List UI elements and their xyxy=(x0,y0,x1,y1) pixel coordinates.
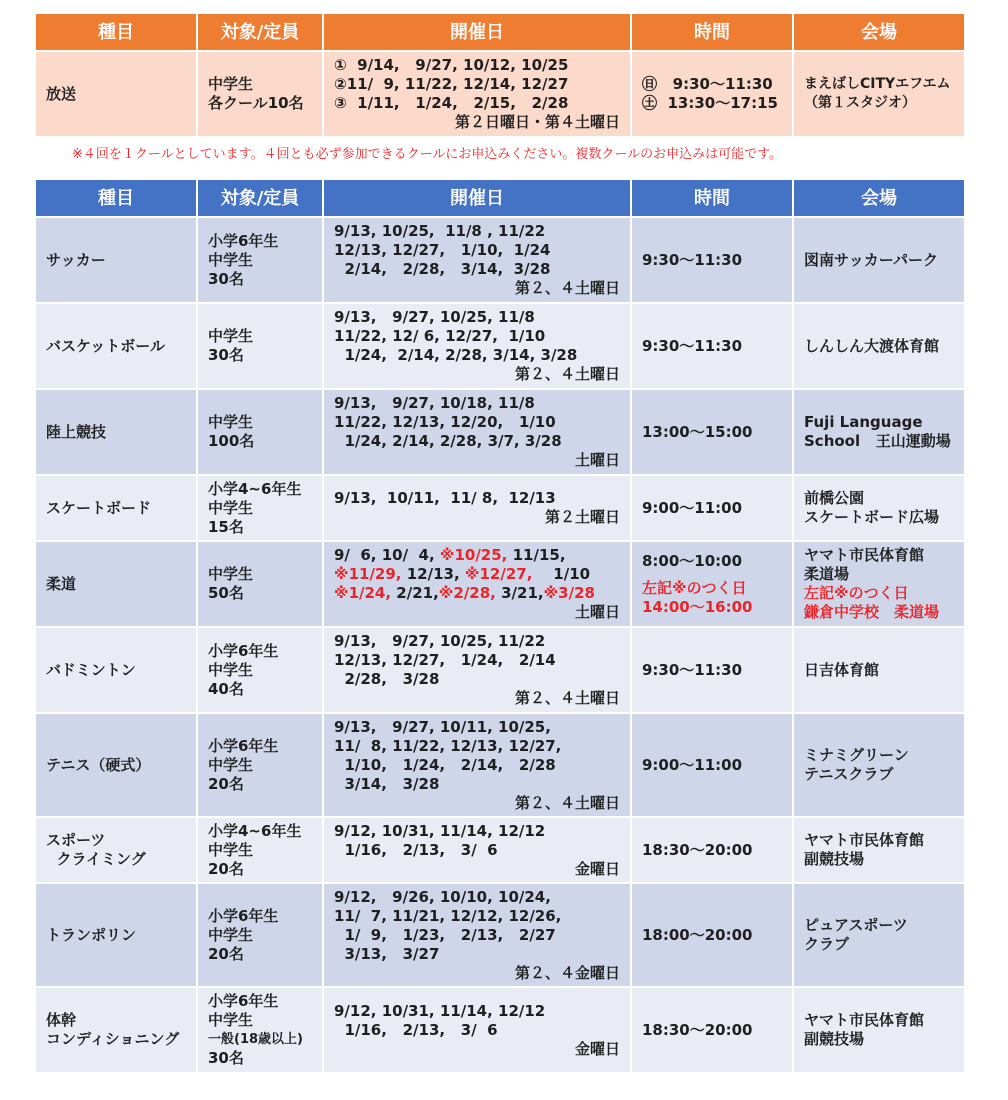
venue-alt-line: 鎌倉中学校 柔道場 xyxy=(804,603,940,621)
date-line: 9/13, 9/27, 10/11, 10/25, xyxy=(334,717,551,736)
sport-event xyxy=(36,218,196,302)
venue-line: School 王山運動場 xyxy=(804,432,951,450)
date-suffix: 金曜日 xyxy=(574,1039,620,1058)
sport-venue xyxy=(794,304,964,388)
date-line: 1/ 9, 1/23, 2/13, 2/27 xyxy=(334,925,556,944)
time-line: 18:30～20:00 xyxy=(642,1020,753,1039)
time-line: 9:30～11:30 xyxy=(642,250,743,269)
time-line: 18:00～20:00 xyxy=(642,925,753,944)
sport-row xyxy=(36,714,964,816)
event-line: コンディショニング xyxy=(46,1030,180,1048)
venue-line: 日吉体育館 xyxy=(804,660,880,679)
date-line xyxy=(324,565,630,584)
venue-line: 柔道場 xyxy=(804,565,850,583)
broadcast-row xyxy=(36,52,964,136)
date-line: 9/12, 9/26, 10/10, 10/24, xyxy=(334,887,551,906)
sport-venue xyxy=(794,542,964,626)
target-line: 中学生 xyxy=(208,925,254,944)
header-target: 対象/定員 xyxy=(198,180,322,216)
event-line: テニス（硬式） xyxy=(46,755,151,774)
sport-row xyxy=(36,628,964,712)
sport-row xyxy=(36,218,964,302)
date-line: 9/13, 10/11, 11/ 8, 12/13 xyxy=(334,489,556,507)
sport-dates xyxy=(324,542,630,626)
header-target: 対象/定員 xyxy=(198,14,322,50)
venue-line: 図南サッカーパーク xyxy=(804,250,938,269)
target-line: 40名 xyxy=(208,679,244,698)
sport-dates xyxy=(324,628,630,712)
date-line: 3/14, 3/28 xyxy=(334,774,440,793)
sport-target xyxy=(198,628,322,712)
time-line: 18:30～20:00 xyxy=(642,840,753,859)
date-line: 9/12, 10/31, 11/14, 12/12 xyxy=(334,821,546,840)
sport-time xyxy=(632,628,792,712)
target-line: 100名 xyxy=(208,432,255,450)
sports-header-row xyxy=(36,180,964,216)
target-line: 中学生 xyxy=(208,327,254,345)
sport-venue xyxy=(794,884,964,986)
event-line: バドミントン xyxy=(46,660,136,679)
sport-venue xyxy=(794,714,964,816)
date-line: 12/13, 12/27, 1/10, 1/24 xyxy=(334,241,551,259)
target-line: 中学生 xyxy=(208,840,254,859)
target-line: 一般(18歳以上) xyxy=(208,1032,303,1047)
date-segment: 1/10 xyxy=(532,565,591,583)
broadcast-time xyxy=(632,52,792,136)
time-line: ㊐ 9:30～11:30 xyxy=(642,75,773,93)
sport-time xyxy=(632,818,792,882)
header-venue: 会場 xyxy=(794,14,964,50)
event-line: トランポリン xyxy=(46,925,137,944)
header-event: 種目 xyxy=(36,14,196,50)
event-line: 柔道 xyxy=(46,574,77,593)
date-highlight: ※11/29, xyxy=(334,565,402,583)
sport-venue xyxy=(794,818,964,882)
date-segment: 9/ 6, 10/ 4, xyxy=(334,546,440,564)
sport-row xyxy=(36,390,964,474)
date-line: 1/24, 2/14, 2/28, 3/7, 3/28 xyxy=(334,432,562,450)
target-line: 30名 xyxy=(208,269,244,288)
target-line: 30名 xyxy=(208,1049,244,1067)
sport-time xyxy=(632,218,792,302)
sport-row xyxy=(36,818,964,882)
header-dates: 開催日 xyxy=(324,180,630,216)
venue-line: ヤマト市民体育館 xyxy=(804,1011,925,1029)
date-highlight: ※3/28 xyxy=(543,584,595,602)
header-time: 時間 xyxy=(632,14,792,50)
event-line: スポーツ xyxy=(46,831,106,849)
sport-event xyxy=(36,714,196,816)
sport-row xyxy=(36,988,964,1072)
date-line: ②11/ 9, 11/22, 12/14, 12/27 xyxy=(334,75,569,93)
date-line: 11/ 7, 11/21, 12/12, 12/26, xyxy=(334,906,562,925)
date-suffix: 第２日曜日・第４土曜日 xyxy=(454,113,620,131)
sport-row xyxy=(36,476,964,540)
date-line: 1/10, 1/24, 2/14, 2/28 xyxy=(334,755,556,774)
target-line: 中学生 xyxy=(208,498,254,517)
sport-dates xyxy=(324,818,630,882)
date-line: 9/13, 9/27, 10/18, 11/8 xyxy=(334,394,535,412)
venue-line: テニスクラブ xyxy=(804,765,894,783)
sport-row xyxy=(36,542,964,626)
date-line: 3/13, 3/27 xyxy=(334,944,440,963)
target-line: 中学生 xyxy=(208,1011,254,1029)
venue-line: スケートボード広場 xyxy=(804,508,940,526)
target-line: 中学生 xyxy=(208,413,254,431)
date-suffix: 土曜日 xyxy=(574,451,620,469)
sport-event xyxy=(36,628,196,712)
event-line: サッカー xyxy=(46,250,106,269)
date-highlight: ※2/28, xyxy=(438,584,496,602)
time-line: 9:00～11:00 xyxy=(642,755,743,774)
sport-event xyxy=(36,884,196,986)
broadcast-venue xyxy=(794,52,964,136)
time-alt-line: 左記※のつく日 xyxy=(642,578,747,597)
target-line: 50名 xyxy=(208,584,244,602)
date-line: 1/16, 2/13, 3/ 6 xyxy=(334,1020,498,1039)
sport-time xyxy=(632,714,792,816)
sport-dates xyxy=(324,884,630,986)
sport-dates xyxy=(324,304,630,388)
date-line: 9/12, 10/31, 11/14, 12/12 xyxy=(334,1001,546,1020)
date-line: 9/13, 9/27, 10/25, 11/8 xyxy=(334,308,535,326)
sport-event xyxy=(36,390,196,474)
time-line: 9:30～11:30 xyxy=(642,660,743,679)
time-line: 9:30～11:30 xyxy=(642,336,743,355)
sport-dates xyxy=(324,390,630,474)
header-event: 種目 xyxy=(36,180,196,216)
target-line: 小学6年生 xyxy=(208,736,279,755)
date-line: 1/16, 2/13, 3/ 6 xyxy=(334,840,498,859)
broadcast-target xyxy=(198,52,322,136)
date-line: 2/28, 3/28 xyxy=(334,670,440,688)
date-segment: 2/21, xyxy=(391,584,439,602)
sport-target xyxy=(198,476,322,540)
broadcast-table xyxy=(34,12,966,138)
venue-line: ミナミグリーン xyxy=(804,746,909,764)
sport-target xyxy=(198,818,322,882)
broadcast-header-row xyxy=(36,14,964,50)
sport-target xyxy=(198,218,322,302)
date-segment: 3/21, xyxy=(495,584,544,602)
date-suffix: 金曜日 xyxy=(574,859,620,878)
sport-time xyxy=(632,476,792,540)
date-suffix: 第２、４土曜日 xyxy=(514,689,620,707)
target-line: 20名 xyxy=(208,944,244,963)
target-line: 15名 xyxy=(208,517,244,536)
sport-venue xyxy=(794,218,964,302)
venue-line: ピュアスポーツ xyxy=(804,916,908,934)
date-suffix: 第２、４金曜日 xyxy=(514,963,620,982)
sport-time xyxy=(632,542,792,626)
date-line xyxy=(324,546,630,565)
venue-line: ヤマト市民体育館 xyxy=(804,546,925,564)
sport-venue xyxy=(794,390,964,474)
sport-venue xyxy=(794,476,964,540)
time-line: 8:00～10:00 xyxy=(642,551,743,570)
date-suffix: 第２、４土曜日 xyxy=(514,793,620,812)
target-line: 小学4~6年生 xyxy=(208,821,302,840)
date-line: 11/ 8, 11/22, 12/13, 12/27, xyxy=(334,736,562,755)
date-line: 11/22, 12/ 6, 12/27, 1/10 xyxy=(334,327,546,345)
date-line: 11/22, 12/13, 12/20, 1/10 xyxy=(334,413,556,431)
sport-dates xyxy=(324,218,630,302)
date-line: 1/24, 2/14, 2/28, 3/14, 3/28 xyxy=(334,346,578,364)
sport-row xyxy=(36,884,964,986)
sport-row xyxy=(36,304,964,388)
event-line: バスケットボール xyxy=(46,336,165,355)
venue-line: まえばしCITYエフエム xyxy=(804,76,951,92)
time-alt-line: 14:00～16:00 xyxy=(642,597,753,616)
venue-line: しんしん大渡体育館 xyxy=(804,336,940,355)
target-line: 小学6年生 xyxy=(208,906,279,925)
date-segment: 12/13, xyxy=(401,565,465,583)
sport-event xyxy=(36,818,196,882)
sport-time xyxy=(632,988,792,1072)
sport-event xyxy=(36,476,196,540)
date-line: 9/13, 10/25, 11/8 , 11/22 xyxy=(334,222,546,240)
event-line: スケートボード xyxy=(46,498,152,517)
target-line: 小学6年生 xyxy=(208,992,279,1010)
date-segment: 11/15, xyxy=(507,546,566,564)
date-highlight: ※12/27, xyxy=(464,565,533,583)
time-line: 13:00～15:00 xyxy=(642,422,753,441)
target-line: 中学生 xyxy=(208,565,254,583)
sport-dates xyxy=(324,476,630,540)
sport-time xyxy=(632,304,792,388)
sport-target xyxy=(198,988,322,1072)
target-line: 小学6年生 xyxy=(208,641,279,660)
target-line: 20名 xyxy=(208,774,244,793)
sport-event xyxy=(36,542,196,626)
date-line: ① 9/14, 9/27, 10/12, 10/25 xyxy=(334,56,569,74)
date-suffix: 第２、４土曜日 xyxy=(514,365,620,383)
venue-line: （第１スタジオ） xyxy=(804,95,916,111)
target-line: 中学生 xyxy=(208,250,254,269)
date-line: 9/13, 9/27, 10/25, 11/22 xyxy=(334,632,546,650)
sport-target xyxy=(198,884,322,986)
sport-dates xyxy=(324,988,630,1072)
sport-venue xyxy=(794,628,964,712)
event-line: 陸上競技 xyxy=(46,422,107,441)
date-line: 2/14, 2/28, 3/14, 3/28 xyxy=(334,260,551,278)
venue-line: Fuji Language xyxy=(804,413,923,431)
broadcast-event: 放送 xyxy=(36,52,196,136)
target-line: 各クール10名 xyxy=(208,94,304,112)
date-highlight: ※1/24, xyxy=(334,584,392,602)
event-line: クライミング xyxy=(46,850,146,868)
sports-body xyxy=(36,218,964,1072)
date-suffix: 土曜日 xyxy=(574,603,620,621)
venue-line: クラブ xyxy=(804,935,850,953)
target-line: 小学6年生 xyxy=(208,231,279,250)
date-highlight: ※10/25, xyxy=(439,546,508,564)
date-suffix: 第２土曜日 xyxy=(544,508,620,526)
sport-venue xyxy=(794,988,964,1072)
venue-line: 副競技場 xyxy=(804,1030,865,1048)
sport-target xyxy=(198,390,322,474)
header-venue: 会場 xyxy=(794,180,964,216)
sport-event xyxy=(36,988,196,1072)
target-line: 中学生 xyxy=(208,660,254,679)
sport-dates xyxy=(324,714,630,816)
cool-note: ※４回を１クールとしています。４回とも必ず参加できるクールにお申込みください。複数クールのお申込みは可能です。 xyxy=(72,147,783,162)
sport-target xyxy=(198,714,322,816)
sport-time xyxy=(632,390,792,474)
sport-target xyxy=(198,304,322,388)
time-line: 9:00～11:00 xyxy=(642,498,743,517)
event-line: 体幹 xyxy=(46,1011,77,1029)
venue-line: 副競技場 xyxy=(804,850,865,868)
target-line: 30名 xyxy=(208,346,244,364)
target-line: 中学生 xyxy=(208,755,254,774)
venue-alt-line: 左記※のつく日 xyxy=(804,584,909,602)
date-line xyxy=(324,584,630,603)
sport-time xyxy=(632,884,792,986)
sport-target xyxy=(198,542,322,626)
target-line: 中学生 xyxy=(208,75,254,93)
date-suffix: 第２、４土曜日 xyxy=(514,279,620,297)
target-line: 小学4~6年生 xyxy=(208,479,302,498)
sports-table xyxy=(34,178,966,1074)
time-line: ㊏ 13:30～17:15 xyxy=(642,94,778,112)
broadcast-dates xyxy=(324,52,630,136)
venue-line: ヤマト市民体育館 xyxy=(804,831,925,849)
header-dates: 開催日 xyxy=(324,14,630,50)
sport-event xyxy=(36,304,196,388)
date-line: 12/13, 12/27, 1/24, 2/14 xyxy=(334,651,556,669)
venue-line: 前橋公園 xyxy=(804,489,865,507)
date-line: ③ 1/11, 1/24, 2/15, 2/28 xyxy=(334,94,569,112)
target-line: 20名 xyxy=(208,859,244,878)
header-time: 時間 xyxy=(632,180,792,216)
